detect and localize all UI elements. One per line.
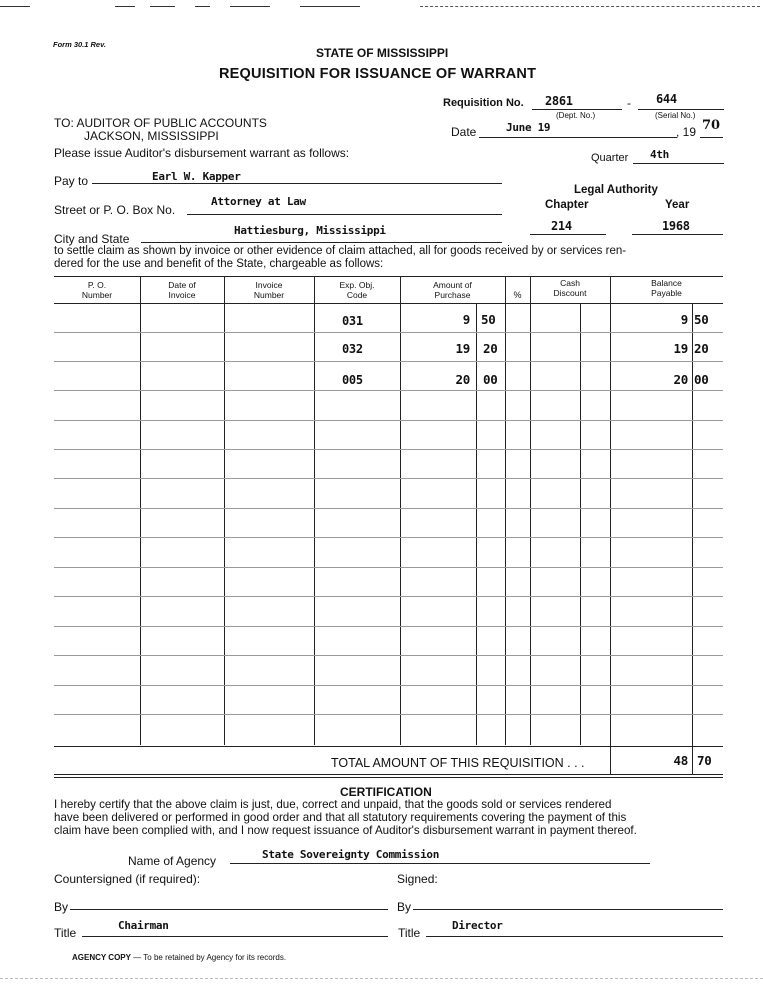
date-value: June 19 [506,121,551,134]
chapter-value: 214 [551,219,572,233]
col-header-date: Date of Invoice [168,280,196,300]
footer-bold: AGENCY COPY [72,953,131,962]
col-header-exp: Exp. Obj. Code [339,280,375,300]
row2-code: 032 [342,342,363,356]
col-header-invoice: Invoice Number [253,280,285,300]
certification-line1: I hereby certify that the above claim is just, due, correct and unpaid, that the goods sold or services rendered [54,798,612,811]
addressee-line2: JACKSON, MISSISSIPPI [84,129,219,143]
countersigned-label: Countersigned (if required): [54,872,201,886]
instruction-text: Please issue Auditor's disbursement warrant as follows: [54,146,350,160]
col-divider [505,276,506,745]
total-divider [692,745,693,774]
row-line [54,390,723,391]
row-line [54,332,723,333]
row-line [54,626,723,627]
row2-balance-cents: 20 [694,341,709,356]
col-divider [140,276,141,745]
row-line [54,478,723,479]
agency-value: State Sovereignty Commission [262,848,440,861]
requisition-dash: - [627,96,631,110]
scan-mark [230,6,270,7]
row3-code: 005 [342,373,363,387]
col-divider [314,276,315,745]
total-double-rule [54,774,723,778]
col-divider [692,304,693,745]
title-label-right: Title [398,926,421,940]
by-label-left: By [54,900,69,914]
col-header-amount: Amount of Purchase [433,280,472,300]
col-divider [580,304,581,745]
pay-to-value: Earl W. Kapper [152,170,241,183]
row-line [54,567,723,568]
scan-mark [420,6,760,7]
row-line [54,361,723,362]
row2-amount-cents: 20 [483,341,498,356]
total-label: TOTAL AMOUNT OF THIS REQUISITION . . . [331,756,585,770]
col-header-pct: % [513,290,522,300]
header-divider [54,303,723,304]
year-auth-line [632,234,723,235]
title-value-left: Chairman [118,919,169,932]
total-dollars: 48 [673,753,688,768]
col-divider [224,276,225,745]
title-value-right: Director [452,919,503,932]
row1-amount-cents: 50 [481,312,496,327]
title-line-right [426,936,723,937]
chapter-line [530,234,606,235]
col-header-balance: Balance Payable [651,278,682,298]
chapter-label: Chapter [545,199,589,211]
dept-no-caption: (Dept. No.) [556,111,596,120]
title-line-left [82,936,388,937]
col-header-po: P. O. Number [81,280,113,300]
pay-to-line [92,183,502,184]
row3-balance-cents: 00 [694,372,709,387]
settle-text-2: dered for the use and benefit of the State, chargeable as follows: [54,258,384,270]
row2-amount-dollars: 19 [455,341,470,356]
quarter-line [633,163,724,164]
footer-rest: — To be retained by Agency for its records. [133,953,287,962]
title-label-left: Title [54,926,77,940]
row2-balance-dollars: 19 [673,341,688,356]
agency-line [230,863,650,864]
requisition-label: Requisition No. [443,97,524,109]
scan-mark [150,6,175,7]
street-value: Attorney at Law [211,195,306,208]
date-century: , 19 [676,125,697,139]
signed-label: Signed: [397,872,438,886]
form-number: Form 30.1 Rev. [53,40,106,49]
col-header-cash: Cash Discount [553,278,587,298]
date-label: Date [451,125,477,139]
scan-edge [0,978,763,979]
row-line [54,508,723,509]
pay-to-label: Pay to [54,174,89,188]
date-year: 70 [702,118,721,133]
scan-mark [115,6,135,7]
row1-amount-dollars: 9 [462,312,470,327]
date-line [479,137,677,138]
certification-line2: have been delivered or performed in good order and that all statutory requirements covering the payment of this [54,811,627,824]
row3-amount-cents: 00 [483,372,498,387]
settle-text-1: to settle claim as shown by invoice or other evidence of claim attached, all for goods received by or services ren- [54,245,627,257]
row1-balance-dollars: 9 [680,312,688,327]
row3-amount-dollars: 20 [455,372,470,387]
dept-no-line [532,109,622,110]
year-label: Year [665,199,690,211]
quarter-label: Quarter [591,152,629,164]
dept-no-value: 2861 [545,94,573,108]
addressee-line1: TO: AUDITOR OF PUBLIC ACCOUNTS [54,116,267,130]
total-cents: 70 [697,753,712,768]
row-line [54,596,723,597]
city-line [141,242,502,243]
row-line [54,420,723,421]
row1-balance-cents: 50 [694,312,709,327]
row-line [54,714,723,715]
scan-mark [195,6,210,7]
city-label: City and State [54,232,130,246]
col-divider [530,276,531,745]
by-label-right: By [397,900,412,914]
row-line [54,537,723,538]
state-title: STATE OF MISSISSIPPI [316,46,449,60]
street-label: Street or P. O. Box No. [54,203,176,217]
certification-line3: claim have been complied with, and I now request issuance of Auditor's disbursement warrant in payment thereof. [54,824,637,837]
year-line [700,137,723,138]
form-title: REQUISITION FOR ISSUANCE OF WARRANT [219,66,537,82]
row1-code: 031 [342,314,363,328]
row-line [54,655,723,656]
certification-title: CERTIFICATION [340,785,432,799]
city-value: Hattiesburg, Mississippi [234,224,386,237]
serial-no-caption: (Serial No.) [655,111,696,120]
footer-note [72,953,286,962]
scan-mark [0,6,30,7]
scan-mark [300,6,360,7]
row-line [54,449,723,450]
row3-balance-dollars: 20 [673,372,688,387]
by-line-left [70,909,388,910]
year-auth-value: 1968 [662,219,690,233]
legal-authority-label: Legal Authority [574,184,658,196]
quarter-value: 4th [650,148,669,161]
col-divider [476,304,477,745]
serial-no-value: 644 [656,92,677,106]
by-line-right [413,909,723,910]
street-line [187,214,502,215]
agency-label: Name of Agency [128,854,217,868]
serial-no-line [638,109,724,110]
row-line [54,685,723,686]
